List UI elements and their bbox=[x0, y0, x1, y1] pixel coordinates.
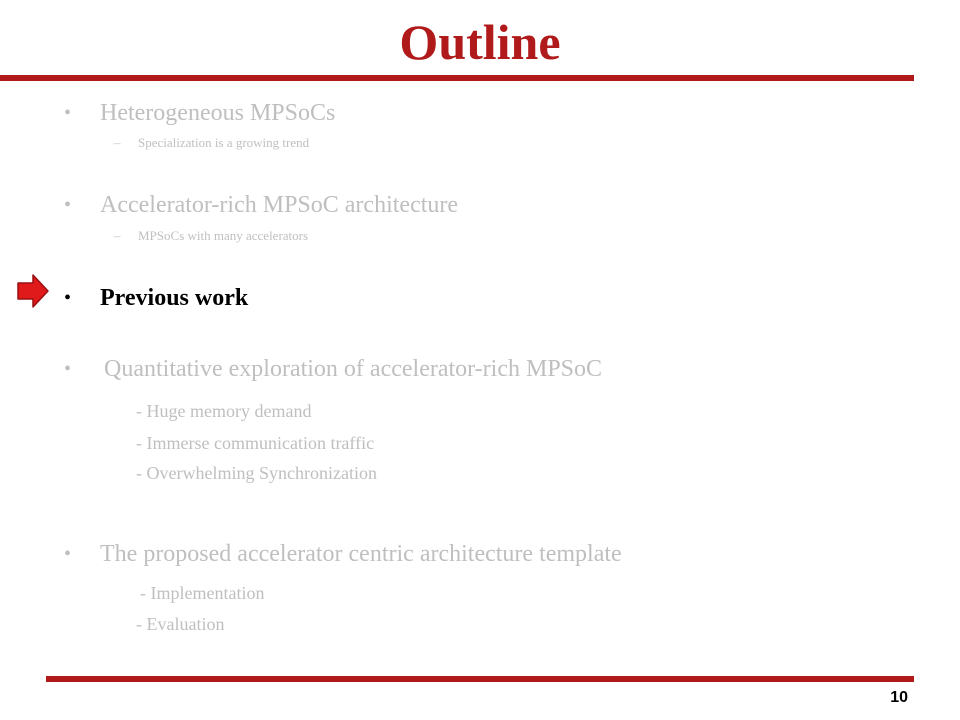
bullet-dot: • bbox=[64, 102, 72, 124]
outline-subitem-text: MPSoCs with many accelerators bbox=[138, 228, 309, 243]
outline-item-label: Heterogeneous MPSoCs bbox=[100, 100, 336, 126]
footer-rule bbox=[46, 676, 914, 682]
outline-item-label: Quantitative exploration of accelerator-rich MPSoC bbox=[104, 356, 603, 382]
arrow-right-icon bbox=[16, 273, 50, 309]
bullet-dot: • bbox=[64, 358, 72, 380]
outline-item-label: Previous work bbox=[100, 285, 249, 311]
bullet-dot: • bbox=[64, 287, 72, 309]
outline-detail: - Evaluation bbox=[136, 614, 225, 634]
sub-dash: – bbox=[114, 228, 121, 243]
outline-detail: - Implementation bbox=[140, 583, 265, 603]
sub-dash: – bbox=[114, 135, 121, 150]
title-rule bbox=[0, 75, 914, 81]
outline-detail: - Overwhelming Synchronization bbox=[136, 463, 377, 483]
bullet-dot: • bbox=[64, 543, 72, 565]
outline-subitem-text: Specialization is a growing trend bbox=[138, 135, 310, 150]
outline-item-label: Accelerator-rich MPSoC architecture bbox=[100, 192, 459, 218]
bullet-dot: • bbox=[64, 194, 72, 216]
outline-detail: - Immerse communication traffic bbox=[136, 433, 375, 453]
slide-title: Outline bbox=[399, 14, 561, 70]
page-number: 10 bbox=[890, 689, 908, 706]
outline-detail: - Huge memory demand bbox=[136, 401, 312, 421]
outline-item-label: The proposed accelerator centric architecture template bbox=[100, 541, 622, 567]
